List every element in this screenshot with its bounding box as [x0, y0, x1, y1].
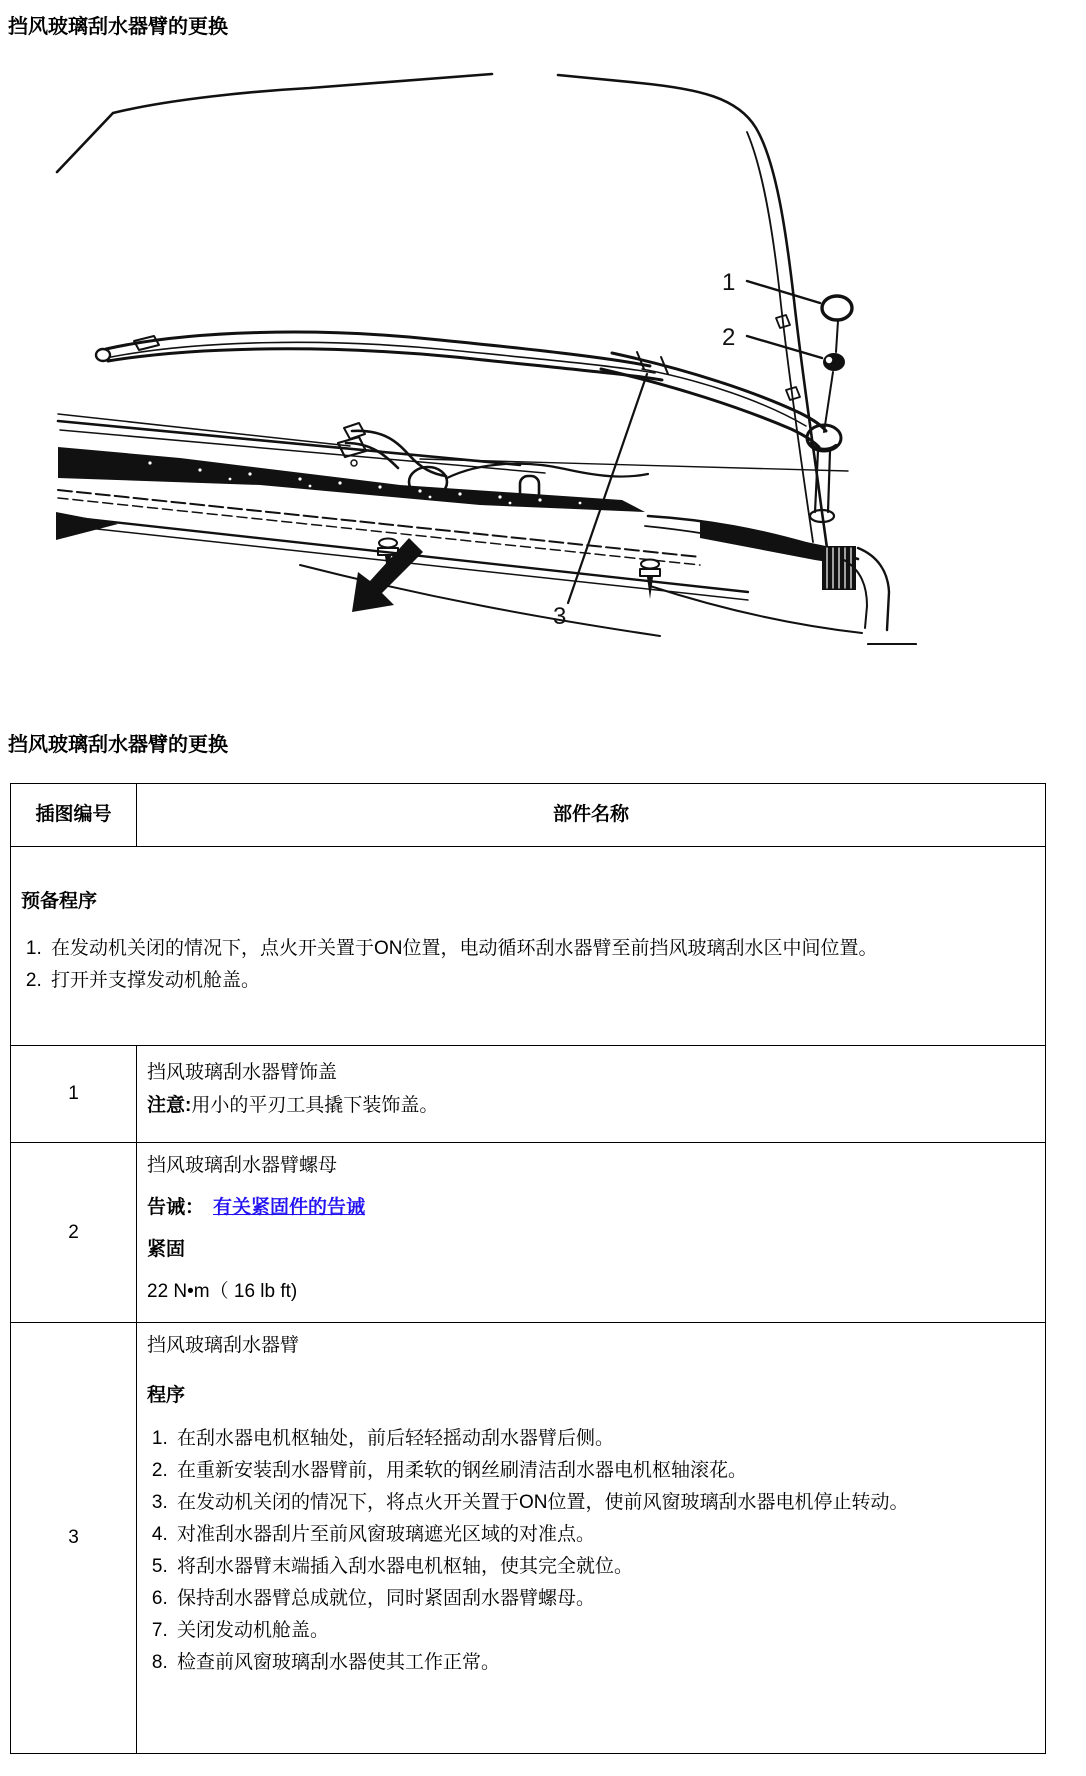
- table-row-2: [11, 1143, 1046, 1323]
- procedure-step: 3. 在发动机关闭的情况下，将点火开关置于ON位置，使前风窗玻璃刮水器电机停止转动。: [173, 1487, 1033, 1519]
- procedure-step: 1. 在刮水器电机枢轴处，前后轻轻摇动刮水器臂后侧。: [173, 1423, 1033, 1455]
- procedure-step: 5. 将刮水器臂末端插入刮水器电机枢轴，使其完全就位。: [173, 1551, 1033, 1583]
- procedure-step: 2. 在重新安装刮水器臂前，用柔软的钢丝刷清洁刮水器电机枢轴滚花。: [173, 1455, 1033, 1487]
- preliminary-procedure-title: 预备程序: [21, 891, 98, 912]
- header-part-name: 部件名称: [137, 784, 1046, 847]
- fastener-caution-link[interactable]: 有关紧固件的告诫: [213, 1197, 366, 1218]
- wiper-blade: [96, 332, 662, 380]
- row-2-number: 2: [11, 1143, 137, 1323]
- table-row-1: [11, 1046, 1046, 1143]
- procedure-label: 程序: [147, 1385, 186, 1406]
- caution-label: 告诫：: [147, 1197, 205, 1218]
- procedure-step: 8. 检查前风窗玻璃刮水器使其工作正常。: [173, 1647, 1033, 1679]
- tighten-label: 紧固: [147, 1239, 186, 1260]
- procedure-step: 7. 关闭发动机舱盖。: [173, 1615, 1033, 1647]
- procedure-step-list: [147, 1423, 1033, 1679]
- page-title: 挡风玻璃刮水器臂的更换: [8, 16, 228, 38]
- note-label: 注意:: [147, 1095, 192, 1116]
- table-header-row: [11, 784, 1046, 847]
- part-name-wiper-arm: 挡风玻璃刮水器臂: [147, 1335, 300, 1356]
- row-1-number: 1: [11, 1046, 137, 1143]
- wiper-diagram-svg: [40, 72, 955, 645]
- procedure-step: 4. 对准刮水器刮片至前风窗玻璃遮光区域的对准点。: [173, 1519, 1033, 1551]
- section-heading: 挡风玻璃刮水器臂的更换: [8, 734, 228, 756]
- procedure-step: 6. 保持刮水器臂总成就位，同时紧固刮水器臂螺母。: [173, 1583, 1033, 1615]
- part-name-trim-cap: 挡风玻璃刮水器臂饰盖: [147, 1062, 338, 1083]
- callout-1-label: 1: [722, 269, 736, 296]
- preliminary-procedure-row: [11, 847, 1046, 1046]
- row-3-number: 3: [11, 1323, 137, 1754]
- table-row-3: [11, 1323, 1046, 1754]
- cowl-panel: [56, 414, 916, 645]
- nut-part: [823, 353, 845, 371]
- callout-2-label: 2: [722, 324, 736, 351]
- wiper-arm: [601, 352, 841, 522]
- callout-3-label: 3: [553, 603, 567, 630]
- caution-line: [147, 1195, 1033, 1221]
- torque-value: 22 N•m（ 16 lb ft): [147, 1281, 298, 1302]
- preliminary-step-list: [21, 933, 1033, 997]
- preliminary-step: 1. 在发动机关闭的情况下，点火开关置于ON位置，电动循环刮水器臂至前挡风玻璃刮水区中间位置。: [47, 933, 1033, 965]
- parts-procedure-table: [10, 783, 1046, 1754]
- figure-windshield-wiper-diagram: [40, 72, 955, 645]
- part-name-arm-nut: 挡风玻璃刮水器臂螺母: [147, 1155, 338, 1176]
- note-text: 用小的平刃工具撬下装饰盖。: [191, 1095, 439, 1116]
- preliminary-step: 2. 打开并支撑发动机舱盖。: [47, 965, 1033, 997]
- header-illustration-number: 插图编号: [11, 784, 137, 847]
- cap-part: [822, 296, 852, 320]
- note-line: [147, 1089, 1033, 1122]
